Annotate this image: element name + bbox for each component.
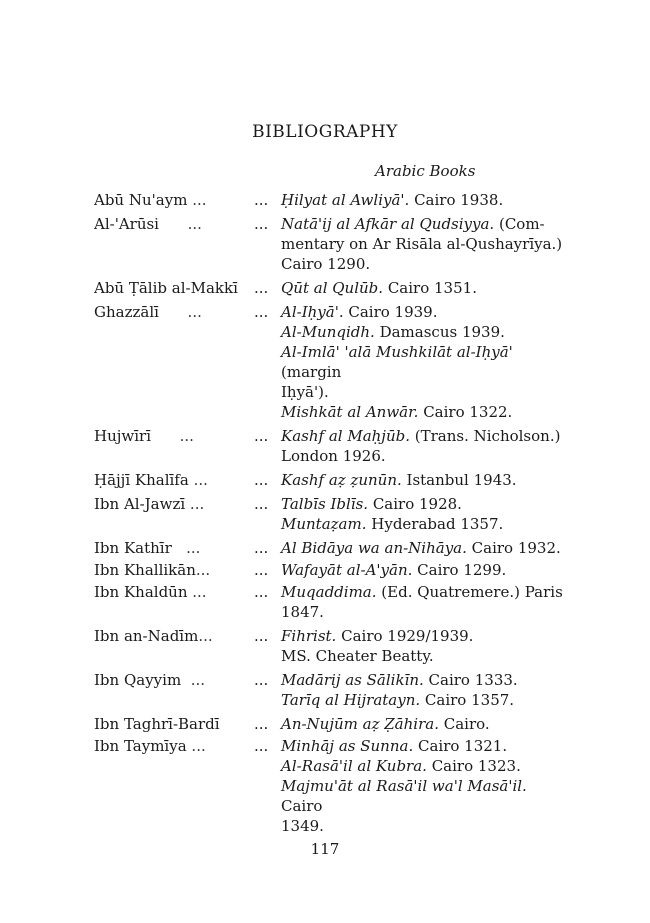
work-details: Cairo 1929/1939. (336, 627, 474, 645)
work-details: Cairo 1351. (383, 279, 477, 297)
entry-works (281, 582, 564, 622)
bibliography-entry (94, 582, 564, 622)
work-line (281, 646, 564, 666)
work-line (281, 494, 564, 514)
entry-author (94, 560, 254, 580)
work-title: Al-Rasā'il al Kubra. (281, 757, 427, 775)
work-title: Tarīq al Hijratayn. (281, 691, 421, 709)
entry-leader-dots: ... (254, 671, 269, 689)
work-details: Iḥyā'). (281, 383, 329, 401)
work-details: Cairo 1928. (368, 495, 462, 513)
entry-author (94, 278, 254, 298)
entry-leader-dots: ... (254, 215, 269, 233)
entry-author (94, 494, 254, 534)
entry-author (94, 582, 254, 622)
work-details: mentary on Ar Risāla al-Qushayrīya.) (281, 235, 563, 253)
work-title: Muqaddima. (281, 583, 377, 601)
bibliography-entry (94, 670, 564, 710)
work-line (281, 756, 564, 776)
work-line (281, 278, 564, 298)
work-line (281, 690, 564, 710)
work-title: Kashf aẓ ẓunūn. (281, 471, 402, 489)
entry-author-name: Ibn Khallikān (94, 561, 196, 579)
entry-leader-dots: ... (254, 471, 269, 489)
work-line (281, 446, 564, 466)
entry-author-name: Hujwīrī (94, 427, 151, 445)
work-title: Madārij as Sālikīn. (281, 671, 424, 689)
work-line (281, 322, 564, 342)
entry-works (281, 278, 564, 298)
entry-author (94, 214, 254, 274)
work-line (281, 816, 564, 836)
bibliography-entry (94, 714, 564, 734)
work-title: Talbīs Iblīs. (281, 495, 369, 513)
work-details: Cairo 1323. (426, 757, 521, 775)
entry-works (281, 560, 564, 580)
work-line (281, 538, 564, 558)
entry-author (94, 470, 254, 490)
entry-author (94, 426, 254, 466)
work-details: Cairo 1938. (409, 191, 504, 209)
entry-works (281, 426, 564, 466)
entry-works (281, 214, 564, 274)
work-line (281, 214, 564, 234)
work-details: (Trans. Nicholson.) (409, 427, 561, 445)
entry-author-name: Ghazzālī (94, 303, 159, 321)
bibliography-entry (94, 278, 564, 298)
entry-leader-dots: ... (254, 427, 269, 445)
work-title: Minhāj as Sunna. (281, 737, 414, 755)
entry-author-name: Ḥājjī Khalīfa (94, 471, 189, 489)
bibliography-entry (94, 538, 564, 558)
work-title: Wafayāt al-A'yān. (281, 561, 413, 579)
bibliography-list (94, 190, 564, 836)
work-title: Al-Munqidh. (281, 323, 375, 341)
work-details: (margin (281, 343, 518, 381)
work-line (281, 670, 564, 690)
entry-leader-dots: ... (254, 561, 269, 579)
work-line (281, 426, 564, 446)
work-line (281, 602, 564, 622)
work-line (281, 776, 564, 816)
entry-author-name: Ibn Taghrī-Bardī (94, 715, 220, 733)
entry-author-name: Ibn Taymīya (94, 737, 187, 755)
entry-leader-dots: ... (254, 583, 269, 601)
work-details: (Ed. Quatremere.) Paris (376, 583, 563, 601)
entry-author (94, 714, 254, 734)
work-line (281, 582, 564, 602)
work-line (281, 560, 564, 580)
entry-author-leader: ... (185, 495, 205, 513)
work-details: Istanbul 1943. (401, 471, 517, 489)
entry-author (94, 626, 254, 666)
entry-author (94, 302, 254, 422)
work-title: An-Nujūm aẓ Ẓāhira. (281, 715, 439, 733)
work-line (281, 736, 564, 756)
work-line (281, 402, 564, 422)
entry-author (94, 736, 254, 836)
work-title: Fihrist. (281, 627, 337, 645)
bibliography-entry (94, 214, 564, 274)
bibliography-entry (94, 426, 564, 466)
work-line (281, 234, 564, 254)
entry-author-name: Ibn Kathīr (94, 539, 172, 557)
entry-author-name: Al-'Arūsi (94, 215, 159, 233)
entry-works (281, 736, 564, 836)
entry-author-name: Ibn an-Nadīm (94, 627, 199, 645)
entry-author-leader: ... (187, 191, 207, 209)
work-title: Al-Iḥyā'. (281, 303, 344, 321)
page-title: BIBLIOGRAPHY (252, 122, 398, 142)
work-line (281, 254, 564, 274)
work-details: Cairo 1299. (412, 561, 507, 579)
entry-leader-dots: ... (254, 279, 269, 297)
entry-author-name: Abū Ṭālib al-Makkī (94, 279, 238, 297)
work-title: Al-Imlā' 'alā Mushkilāt al-Iḥyā' (281, 343, 513, 361)
work-details: Cairo. (438, 715, 490, 733)
work-details: 1349. (281, 817, 324, 835)
work-details: Damascus 1939. (374, 323, 505, 341)
entry-works (281, 470, 564, 490)
work-line (281, 190, 564, 210)
work-line (281, 470, 564, 490)
bibliography-entry (94, 736, 564, 836)
bibliography-entry (94, 560, 564, 580)
entry-author-leader: ... (181, 671, 206, 689)
entry-leader-dots: ... (254, 627, 269, 645)
entry-leader-dots: ... (254, 303, 269, 321)
entry-author (94, 190, 254, 210)
entry-works (281, 302, 564, 422)
work-details: Cairo 1932. (466, 539, 561, 557)
bibliography-entry (94, 302, 564, 422)
work-details: Cairo 1290. (281, 255, 371, 273)
work-title: Kashf al Maḥjūb. (281, 427, 410, 445)
section-title: Arabic Books (375, 162, 476, 180)
entry-works (281, 670, 564, 710)
entry-author-leader: ... (151, 427, 194, 445)
entry-author-leader: ... (195, 561, 211, 579)
work-details: Cairo 1333. (423, 671, 518, 689)
entry-works (281, 494, 564, 534)
work-details: Cairo 1322. (418, 403, 513, 421)
work-details: London 1926. (281, 447, 386, 465)
bibliography-entry (94, 190, 564, 210)
work-line (281, 714, 564, 734)
work-title: Natā'ij al Afkār al Qudsiyya. (281, 215, 495, 233)
entry-leader-dots: ... (254, 737, 269, 755)
entry-works (281, 190, 564, 210)
entry-author-name: Ibn Qayyim (94, 671, 182, 689)
work-details: Cairo 1939. (343, 303, 438, 321)
page-number: 117 (310, 840, 340, 858)
work-title: Muntaẓam. (281, 515, 367, 533)
entry-author-leader: ... (186, 737, 206, 755)
entry-leader-dots: ... (254, 539, 269, 557)
work-line (281, 342, 564, 382)
work-line (281, 514, 564, 534)
work-title: Ḥilyat al Awliyā'. (281, 191, 410, 209)
bibliography-entry (94, 626, 564, 666)
entry-leader-dots: ... (254, 715, 269, 733)
entry-author-leader: ... (188, 471, 208, 489)
work-line (281, 626, 564, 646)
entry-author-name: Ibn Al-Jawzī (94, 495, 186, 513)
work-details: MS. Cheater Beatty. (281, 647, 434, 665)
work-line (281, 382, 564, 402)
work-details: Hyderabad 1357. (366, 515, 504, 533)
work-details: Cairo (281, 777, 532, 815)
work-details: Cairo 1321. (413, 737, 508, 755)
entry-author (94, 670, 254, 710)
bibliography-entry (94, 494, 564, 534)
entry-author-leader: ... (171, 539, 201, 557)
entry-author (94, 538, 254, 558)
entry-author-leader: ... (158, 303, 202, 321)
work-line (281, 302, 564, 322)
entry-author-name: Abū Nu'aym (94, 191, 188, 209)
entry-works (281, 626, 564, 666)
work-details: (Com- (494, 215, 545, 233)
work-details: Cairo 1357. (420, 691, 515, 709)
work-details: 1847. (281, 603, 324, 621)
bibliography-entry (94, 470, 564, 490)
entry-author-leader: ... (187, 583, 207, 601)
work-title: Majmu'āt al Rasā'il wa'l Masā'il. (281, 777, 527, 795)
work-title: Qūt al Qulūb. (281, 279, 384, 297)
work-title: Mishkāt al Anwār. (281, 403, 419, 421)
entry-author-leader: ... (198, 627, 213, 645)
work-title: Al Bidāya wa an-Nihāya. (281, 539, 467, 557)
entry-leader-dots: ... (254, 191, 269, 209)
entry-leader-dots: ... (254, 495, 269, 513)
entry-author-leader: ... (158, 215, 202, 233)
entry-works (281, 538, 564, 558)
entry-works (281, 714, 564, 734)
entry-author-name: Ibn Khaldūn (94, 583, 188, 601)
